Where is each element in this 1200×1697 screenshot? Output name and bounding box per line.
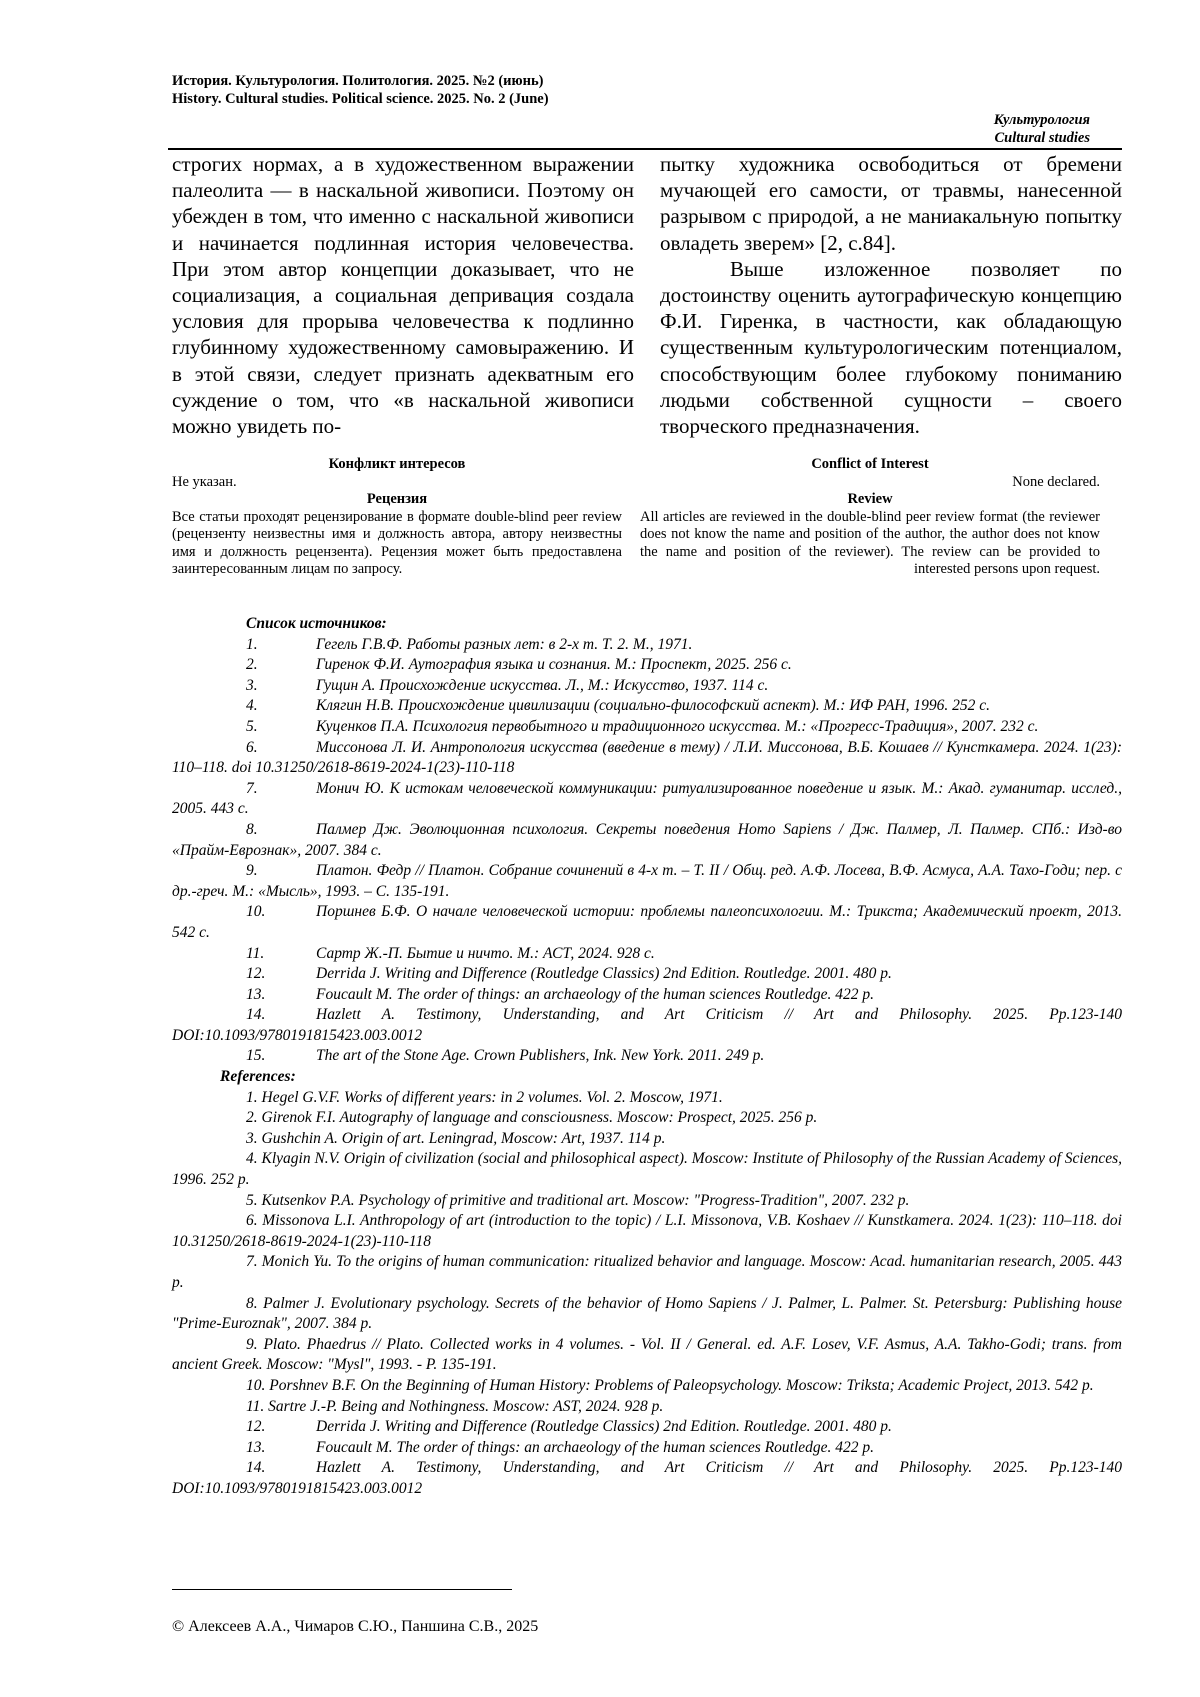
meta-block-ru xyxy=(172,456,622,579)
reference-number: 7. xyxy=(246,779,258,797)
review-title-ru: Рецензия xyxy=(366,491,428,507)
body-paragraph: пытку художника освободиться от бремени мучающей его самости, от травмы, нанесенной разрывом с природой, а не маниакальную попытку овладеть зверем» [2, с.84]. xyxy=(660,152,1122,255)
reference-number: 14. xyxy=(246,1006,266,1024)
reference-number: 11. xyxy=(246,944,265,962)
reference-number: 4. xyxy=(246,697,258,715)
footnote-rule xyxy=(172,1589,512,1590)
reference-item xyxy=(172,1149,1122,1190)
section-label-ru: Культурология xyxy=(993,112,1090,128)
reference-text: 11. Sartre J.-P. Being and Nothingness. Moscow: AST, 2024. 928 p. xyxy=(246,1397,664,1415)
reference-text: Derrida J. Writing and Difference (Routledge Classics) 2nd Edition. Routledge. 2001. 480 p. xyxy=(316,965,892,983)
reference-text: Поршнев Б.Ф. О начале человеческой истории: проблемы палеопсихологии. М.: Трикста; Академический проект, 2013. 542 с. xyxy=(172,903,1122,941)
reference-number: 9. xyxy=(246,862,258,880)
header-rule xyxy=(168,148,1122,150)
conflict-title-ru: Конфликт интересов xyxy=(328,456,466,472)
bibliography xyxy=(172,614,1122,1500)
reference-item xyxy=(172,1108,1122,1129)
body-paragraph: строгих нормах, а в художественном выражении палеолита — в наскальной живописи. Поэтому он убежден в том, что именно с наскальной живописи и начинается подлинная история человечества. При этом автор концепции доказывает, что не социализация, а социальная депривация создала условия для прорыва человечества к подлинно глубинному художественному самовыражению. И в этой связи, следует признать адекватным его суждение о том, что «в наскальной живописи можно увидеть по- xyxy=(172,152,634,439)
reference-text: Foucault M. The order of things: an archaeology of the human sciences Routledge. 422 p. xyxy=(316,985,875,1003)
reference-text: 1. Hegel G.V.F. Works of different years: in 2 volumes. Vol. 2. Moscow, 1971. xyxy=(246,1088,723,1106)
journal-header-ru: История. Культурология. Политология. 2025. №2 (июнь) xyxy=(172,73,544,89)
reference-item xyxy=(172,1294,1122,1335)
reference-item xyxy=(172,861,1122,902)
reference-item xyxy=(172,1252,1122,1293)
reference-text: 6. Missonova L.I. Anthropology of art (introduction to the topic) / L.I. Missonova, V.B. Koshaev // Kunstkamera. 2024. 1(23): 110–118. doi 10.31250/2618-8619-2024-1(23)-110-118 xyxy=(172,1212,1122,1250)
reference-text: 5. Kutsenkov P.A. Psychology of primitive and traditional art. Moscow: "Progress-Tradition", 2007. 232 p. xyxy=(246,1191,910,1209)
reference-item xyxy=(172,738,1122,779)
section-label-en: Cultural studies xyxy=(994,130,1090,146)
reference-number: 1. xyxy=(246,635,258,653)
reference-text: Гиренок Ф.И. Аутография языка и сознания. М.: Проспект, 2025. 256 с. xyxy=(316,656,792,674)
reference-text: Сартр Ж.-П. Бытие и ничто. М.: АСТ, 2024. 928 с. xyxy=(316,944,655,962)
reference-item xyxy=(172,820,1122,861)
reference-item xyxy=(172,717,1122,738)
reference-number: 2. xyxy=(246,656,258,674)
reference-number: 8. xyxy=(246,820,258,838)
sources-title: Список источников: xyxy=(246,615,387,632)
reference-item xyxy=(172,1088,1122,1109)
reference-item xyxy=(172,902,1122,943)
conflict-text-en: None declared. xyxy=(1012,473,1100,490)
reference-text: Куценков П.А. Психология первобытного и традиционного искусства. М.: «Прогресс-Традиция», 2007. 232 с. xyxy=(316,717,1039,735)
body-column-right xyxy=(660,151,1122,439)
journal-header xyxy=(172,72,549,108)
references-list xyxy=(172,1088,1122,1500)
reference-number: 15. xyxy=(246,1047,266,1065)
reference-text: 2. Girenok F.I. Autography of language and consciousness. Moscow: Prospect, 2025. 256 p. xyxy=(246,1109,818,1127)
reference-item xyxy=(172,1005,1122,1046)
reference-item xyxy=(172,1458,1122,1499)
reference-text: 3. Gushchin A. Origin of art. Leningrad, Moscow: Art, 1937. 114 p. xyxy=(246,1129,666,1147)
references-title: References: xyxy=(220,1068,296,1086)
reference-number: 13. xyxy=(246,1438,266,1456)
reference-item xyxy=(172,1046,1122,1067)
section-label xyxy=(994,111,1090,147)
reference-item xyxy=(172,635,1122,656)
reference-number: 10. xyxy=(246,903,266,921)
reference-text: Клягин Н.В. Происхождение цивилизации (социально-философский аспект). М.: ИФ РАН, 1996. 252 с. xyxy=(316,697,991,715)
reference-item xyxy=(172,696,1122,717)
body-column-left xyxy=(172,151,634,439)
reference-text: 10. Porshnev B.F. On the Beginning of Human History: Problems of Paleopsychology. Moscow: Triksta; Academic Project, 2013. 542 p. xyxy=(246,1376,1094,1394)
body-paragraph: Выше изложенное позволяет по достоинству оценить аутографическую концепцию Ф.И. Гиренка, в частности, как обладающую существенным культурологическим потенциалом, способствующим более глубокому пониманию людьми собственной сущности – своего творческого предназначения. xyxy=(660,256,1122,439)
reference-item xyxy=(172,964,1122,985)
reference-number: 12. xyxy=(246,1418,266,1436)
reference-text: 8. Palmer J. Evolutionary psychology. Secrets of the behavior of Homo Sapiens / J. Palmer, L. Palmer. St. Petersburg: Publishing house "Prime-Euroznak", 2007. 384 p. xyxy=(172,1294,1122,1333)
review-text-ru: Все статьи проходят рецензирование в формате double-blind peer review (рецензенту неизвестны имя и должность автора, автору неизвестны имя и должность рецензента). Рецензия может быть предоставлена заинтересованным лицам по запросу. xyxy=(172,508,622,577)
reference-item xyxy=(172,1129,1122,1150)
reference-text: 9. Plato. Phaedrus // Plato. Collected works in 4 volumes. - Vol. II / General. ed. A.F. Losev, V.F. Asmus, A.A. Takho-Godi; trans. from ancient Greek. Moscow: "Mysl", 1993. - P. 135-191. xyxy=(172,1335,1122,1374)
reference-item xyxy=(172,779,1122,820)
reference-item xyxy=(172,1417,1122,1438)
reference-text: Derrida J. Writing and Difference (Routledge Classics) 2nd Edition. Routledge. 2001. 480 p. xyxy=(316,1418,892,1436)
sources-list xyxy=(172,635,1122,1067)
review-title-en: Review xyxy=(847,491,893,507)
reference-number: 13. xyxy=(246,985,266,1003)
reference-text: Гегель Г.В.Ф. Работы разных лет: в 2-х т. Т. 2. М., 1971. xyxy=(316,635,693,653)
copyright: © Алексеев А.А., Чимаров С.Ю., Паншина С.В., 2025 xyxy=(172,1618,539,1635)
reference-item xyxy=(172,676,1122,697)
conflict-title-en: Conflict of Interest xyxy=(811,456,929,472)
reference-number: 12. xyxy=(246,965,266,983)
reference-number: 14. xyxy=(246,1459,266,1477)
reference-number: 6. xyxy=(246,738,258,756)
reference-item xyxy=(172,1376,1122,1397)
reference-text: Монич Ю. К истокам человеческой коммуникации: ритуализированное поведение и язык. М.: Акад. гуманитар. исслед., 2005. 443 с. xyxy=(172,779,1122,818)
reference-item xyxy=(172,1211,1122,1252)
reference-item xyxy=(172,944,1122,965)
reference-text: Hazlett A. Testimony, Understanding, and Art Criticism // Art and Philosophy. 2025. Pp.123-140 DOI:10.1093/9780191815423.003.0012 xyxy=(172,1459,1122,1497)
reference-number: 5. xyxy=(246,717,258,735)
reference-text: Foucault M. The order of things: an archaeology of the human sciences Routledge. 422 p. xyxy=(316,1438,875,1456)
conflict-text-ru: Не указан. xyxy=(172,473,237,490)
reference-text: Миссонова Л. И. Антропология искусства (введение в тему) / Л.И. Миссонова, В.Б. Кошаев // Кунсткамера. 2024. 1(23): 110–118. doi 10.31250/2618-8619-2024-1(23)-110-118 xyxy=(172,738,1122,777)
reference-item xyxy=(172,655,1122,676)
reference-number: 3. xyxy=(246,676,258,694)
reference-text: Гущин А. Происхождение искусства. Л., М.: Искусство, 1937. 114 с. xyxy=(316,676,769,694)
reference-text: Hazlett A. Testimony, Understanding, and Art Criticism // Art and Philosophy. 2025. Pp.123-140 DOI:10.1093/9780191815423.003.0012 xyxy=(172,1006,1122,1044)
reference-item xyxy=(172,985,1122,1006)
reference-text: 7. Monich Yu. To the origins of human communication: ritualized behavior and language. Moscow: Acad. humanitarian research, 2005. 443 p. xyxy=(172,1253,1122,1291)
review-text-en: All articles are reviewed in the double-blind peer review format (the reviewer does not know the name and position of the author, the author does not know the name and position of the reviewer). The review can be provided to interested persons upon request. xyxy=(640,508,1100,577)
reference-text: Палмер Дж. Эволюционная психология. Секреты поведения Homo Sapiens / Дж. Палмер, Л. Палмер. СПб.: Изд-во «Прайм-Еврознак», 2007. 384 с. xyxy=(172,820,1122,859)
reference-text: 4. Klyagin N.V. Origin of civilization (social and philosophical aspect). Moscow: Institute of Philosophy of the Russian Academy of Sciences, 1996. 252 p. xyxy=(172,1150,1122,1189)
reference-item xyxy=(172,1397,1122,1418)
meta-block-en xyxy=(640,456,1100,579)
reference-text: The art of the Stone Age. Crown Publishers, Ink. New York. 2011. 249 p. xyxy=(316,1047,765,1065)
reference-item xyxy=(172,1438,1122,1459)
reference-item xyxy=(172,1191,1122,1212)
journal-header-en: History. Cultural studies. Political science. 2025. No. 2 (June) xyxy=(172,91,549,107)
reference-text: Платон. Федр // Платон. Собрание сочинений в 4-х т. – Т. II / Общ. ред. А.Ф. Лосева, В.Ф. Асмуса, А.А. Тахо-Годи; пер. с др.-греч. М.: «Мысль», 1993. – С. 135-191. xyxy=(172,862,1122,900)
reference-item xyxy=(172,1335,1122,1376)
